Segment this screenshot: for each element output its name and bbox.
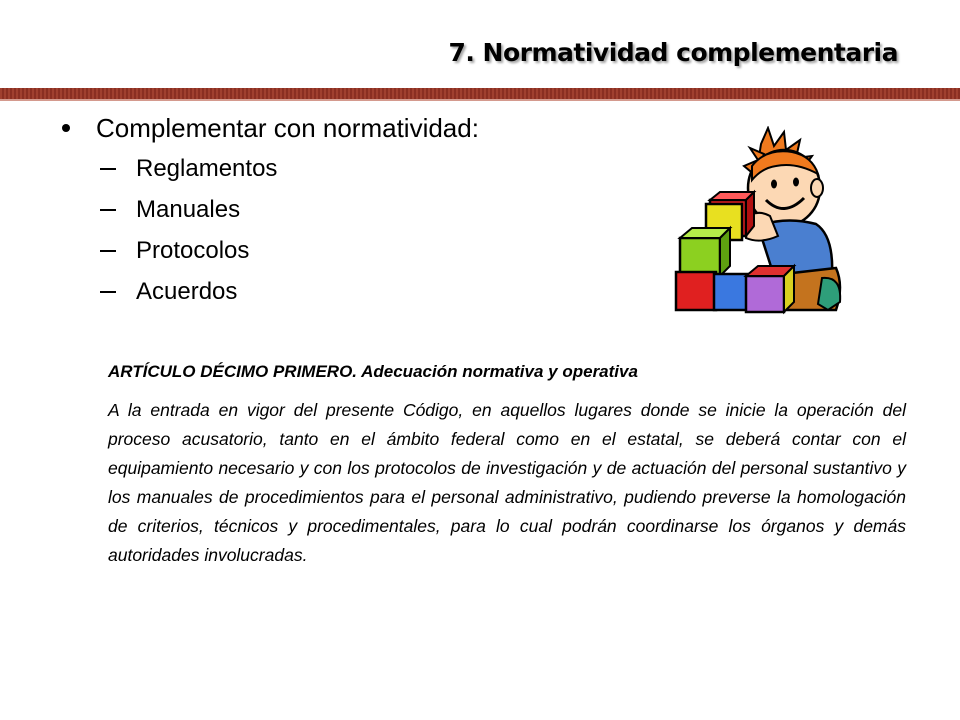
dash-icon — [100, 168, 116, 170]
sub-item-manuales — [62, 189, 479, 230]
sub-item-text: Acuerdos — [136, 278, 238, 305]
slide-title: 7. Normatividad complementaria — [448, 38, 898, 67]
dash-icon — [100, 209, 116, 211]
bullet-list — [62, 108, 479, 312]
bullet-text: Complementar con normatividad: — [96, 113, 479, 143]
sub-item-acuerdos — [62, 271, 479, 312]
sub-item-reglamentos — [62, 148, 479, 189]
sub-item-text: Reglamentos — [136, 155, 278, 182]
dash-icon — [100, 291, 116, 293]
sub-list-container — [62, 148, 479, 312]
child-with-blocks-icon — [666, 126, 846, 326]
sub-item-protocolos — [62, 230, 479, 271]
sub-item-text: Manuales — [136, 196, 241, 223]
article-body: A la entrada en vigor del presente Código, en aquellos lugares donde se inicie la operación del proceso acusatorio, tanto en el ámbito federal como en el estatal, se deberá contar con el equipamiento necesario y con los protocolos de investigación y de actuación del personal sustantivo y los manuales de procedimientos para el personal administrativo, pudiendo preverse la homologación de criterios, técnicos y procedimentales, para lo cual podrán coordinarse los órganos y demás autoridades involucradas. — [108, 400, 906, 565]
title-divider — [0, 88, 960, 99]
bullet-dot-icon — [62, 124, 70, 132]
bullet-item — [62, 108, 479, 148]
dash-icon — [100, 250, 116, 252]
sub-item-text: Protocolos — [136, 237, 250, 264]
article-heading: ARTÍCULO DÉCIMO PRIMERO. Adecuación normativa y operativa — [108, 362, 638, 381]
sub-list — [62, 148, 479, 312]
